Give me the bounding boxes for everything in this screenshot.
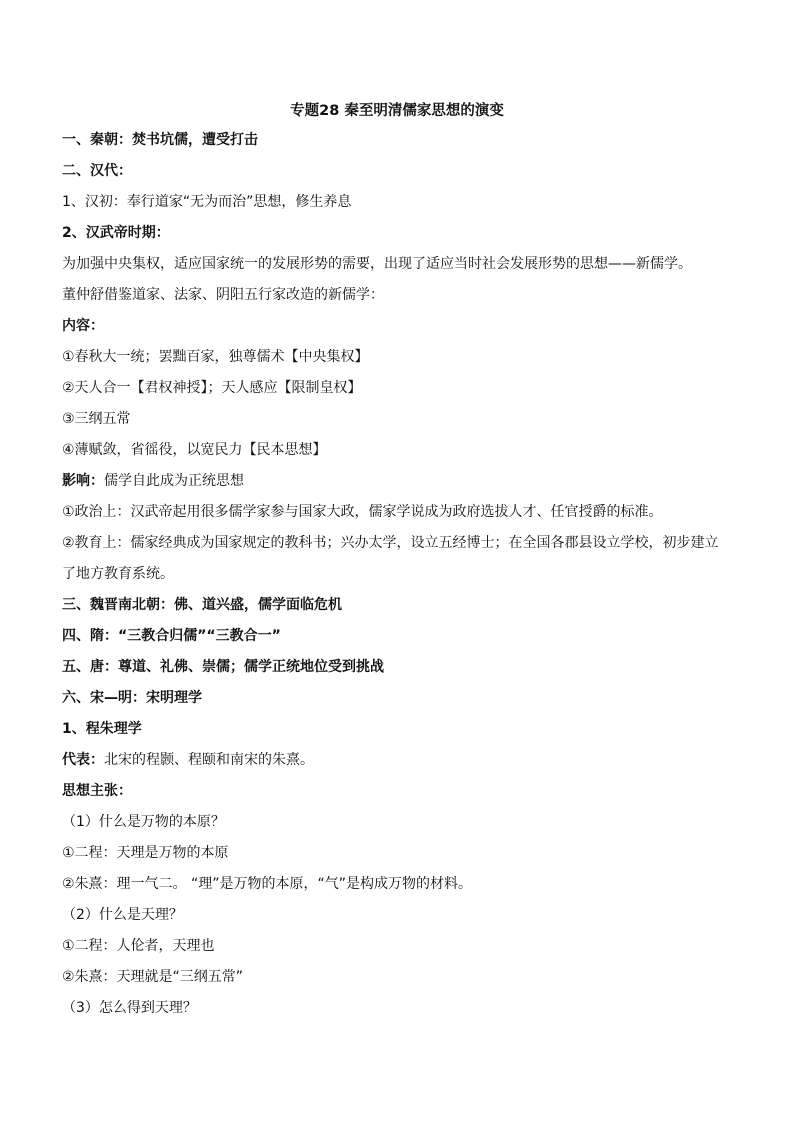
page-title: 专题28 秦至明清儒家思想的演变 bbox=[290, 103, 504, 119]
list-item: ①政治上：汉武帝起用很多儒学家参与国家大政，儒家学说成为政府选拔人才、任官授爵的标准。 bbox=[62, 504, 663, 520]
document-body bbox=[62, 130, 732, 1029]
list-item: ②天人合一【君权神授】；天人感应【限制皇权】 bbox=[62, 380, 362, 396]
section-heading-han: 二、汉代： bbox=[62, 163, 132, 179]
section-heading-qin: 一、秦朝：焚书坑儒，遭受打击 bbox=[62, 132, 258, 148]
list-item: ②朱熹：理一气二。 “理”是万物的本原，“气”是构成万物的材料。 bbox=[62, 876, 473, 892]
question-item: （2）什么是天理？ bbox=[62, 907, 183, 923]
subheading-cheng-zhu: 1、程朱理学 bbox=[62, 721, 142, 737]
section-heading-sui: 四、隋：“三教合归儒”“三教合一” bbox=[62, 628, 281, 644]
subheading-wudi: 2、汉武帝时期： bbox=[62, 225, 170, 241]
question-item: （1）什么是万物的本原？ bbox=[62, 814, 225, 830]
list-item: ③三纲五常 bbox=[62, 411, 131, 427]
label-thought: 思想主张： bbox=[62, 783, 132, 799]
label-content: 内容： bbox=[62, 318, 104, 334]
list-item: ②教育上：儒家经典成为国家规定的教科书；兴办太学，设立五经博士；在全国各郡县设立学校，初步建立了地方教育系统。 bbox=[62, 535, 719, 582]
section-heading-song-ming: 六、宋—明：宋明理学 bbox=[62, 690, 202, 706]
paragraph-representatives bbox=[62, 750, 732, 781]
section-heading-wei-jin: 三、魏晋南北朝：佛、道兴盛，儒学面临危机 bbox=[62, 597, 342, 613]
paragraph-early-han: 1、汉初：奉行道家“无为而治”思想，修生养息 bbox=[62, 194, 352, 210]
list-item: ①二程：天理是万物的本原 bbox=[62, 845, 229, 861]
influence-text: 儒学自此成为正统思想 bbox=[104, 473, 244, 489]
label-influence: 影响： bbox=[62, 473, 104, 489]
list-item: ①春秋大一统；罢黜百家，独尊儒术【中央集权】 bbox=[62, 349, 369, 365]
section-heading-tang: 五、唐：尊道、礼佛、崇儒；儒学正统地位受到挑战 bbox=[62, 659, 384, 675]
paragraph-dong-zhongshu: 董仲舒借鉴道家、法家、阴阳五行家改造的新儒学： bbox=[62, 287, 384, 303]
paragraph-influence bbox=[62, 471, 732, 502]
paragraph-new-confucianism: 为加强中央集权，适应国家统一的发展形势的需要，出现了适应当时社会发展形势的思想——新儒学。 bbox=[62, 256, 692, 272]
representatives-text: 北宋的程颢、程颐和南宋的朱熹。 bbox=[104, 752, 314, 768]
list-item: ④薄赋敛，省徭役，以宽民力【民本思想】 bbox=[62, 442, 327, 458]
list-item: ①二程：人伦者，天理也 bbox=[62, 938, 215, 954]
question-item: （3）怎么得到天理？ bbox=[62, 1000, 197, 1016]
list-item: ②朱熹：天理就是“三纲五常” bbox=[62, 969, 244, 985]
label-representatives: 代表： bbox=[62, 752, 104, 768]
